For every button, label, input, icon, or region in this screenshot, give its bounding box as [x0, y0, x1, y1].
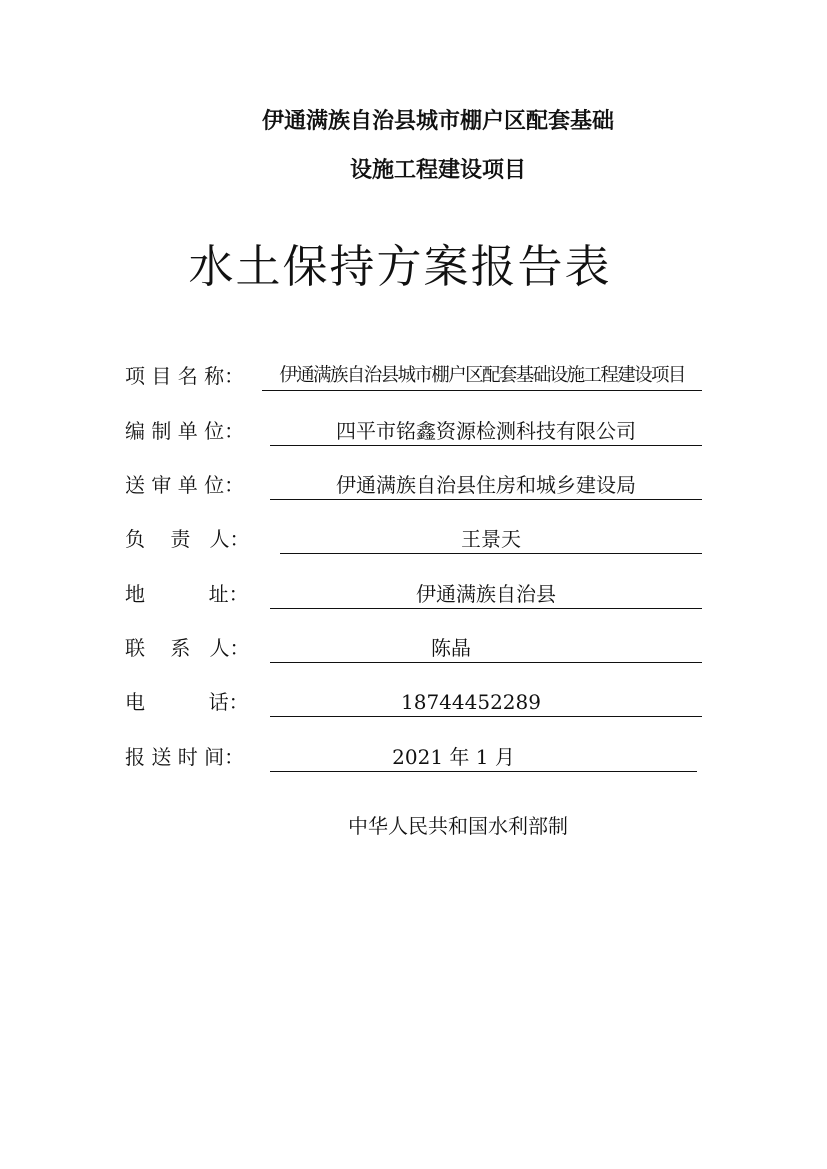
field-submitter — [125, 471, 705, 501]
field-label: 地 址： — [125, 582, 249, 606]
field-label: 联 系 人： — [125, 636, 250, 660]
field-label: 电 话： — [125, 690, 249, 714]
field-compiler — [125, 417, 705, 447]
field-label: 负 责 人： — [125, 527, 250, 551]
field-contact — [125, 634, 705, 664]
field-value: 王景天 — [280, 525, 702, 554]
field-value: 2021 年 1 月 — [270, 743, 697, 772]
field-phone — [125, 688, 705, 718]
field-label: 报 送 时 间： — [125, 745, 245, 769]
field-project-name — [125, 362, 705, 392]
field-value: 伊通满族自治县 — [270, 580, 702, 609]
main-title: 水土保持方案报告表 — [188, 240, 612, 293]
field-value: 伊通满族自治县城市棚户区配套基础设施工程建设项目 — [262, 362, 702, 391]
field-value: 伊通满族自治县住房和城乡建设局 — [270, 471, 702, 500]
field-value: 18744452289 — [270, 688, 702, 717]
field-label: 编 制 单 位： — [125, 419, 245, 443]
field-label: 项 目 名 称： — [125, 364, 245, 388]
title-line-2: 设施工程建设项目 — [349, 158, 526, 183]
field-value: 陈晶 — [270, 634, 702, 663]
field-label: 送 审 单 位： — [125, 473, 245, 497]
field-value: 四平市铭鑫资源检测科技有限公司 — [270, 417, 702, 446]
field-submit-date — [125, 743, 705, 773]
field-responsible — [125, 525, 705, 555]
field-address — [125, 580, 705, 610]
footer-issuer: 中华人民共和国水利部制 — [348, 814, 568, 838]
title-line-1: 伊通满族自治县城市棚户区配套基础 — [261, 109, 614, 134]
